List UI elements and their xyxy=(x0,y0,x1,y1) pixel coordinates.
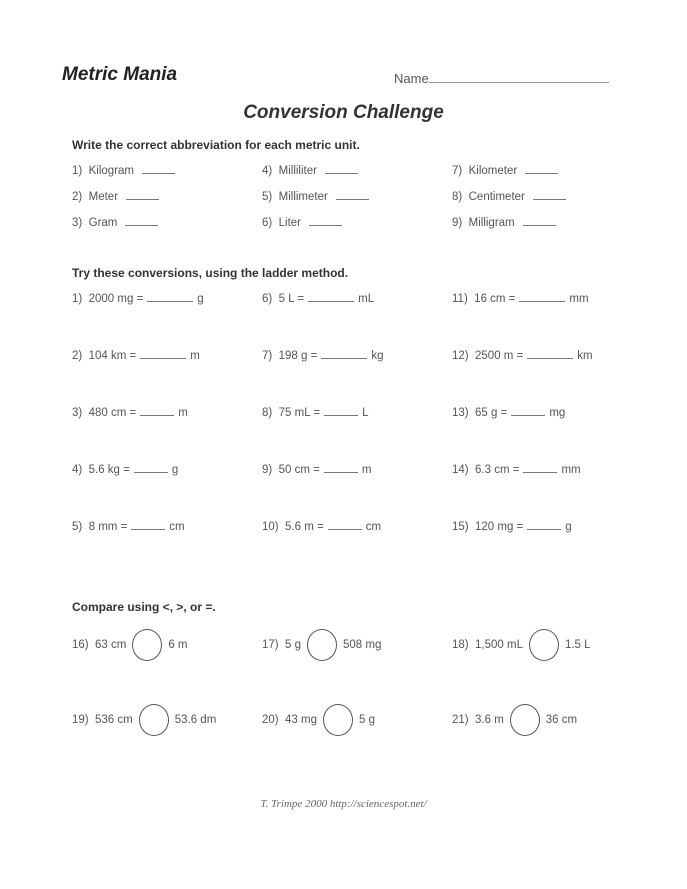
answer-blank[interactable] xyxy=(336,189,369,200)
conversion-item xyxy=(452,519,572,534)
item-number: 3) xyxy=(72,217,83,229)
answer-blank[interactable] xyxy=(328,519,362,530)
given-value: 120 mg = xyxy=(475,521,524,533)
right-value: 508 mg xyxy=(343,639,382,652)
answer-blank[interactable] xyxy=(325,163,358,174)
conversion-item xyxy=(452,291,589,306)
answer-circle[interactable] xyxy=(323,704,353,736)
unit-name: Millimeter xyxy=(278,191,328,203)
abbreviation-heading: Write the correct abbreviation for each metric unit. xyxy=(72,138,360,152)
item-number: 8) xyxy=(262,407,273,419)
abbreviation-item xyxy=(72,215,162,230)
answer-blank[interactable] xyxy=(523,462,557,473)
right-value: 1.5 L xyxy=(564,639,591,652)
compare-item xyxy=(262,629,381,661)
item-number: 4) xyxy=(72,464,83,476)
target-unit: m xyxy=(178,407,188,419)
item-number: 3) xyxy=(72,407,83,419)
unit-name: Gram xyxy=(88,217,118,229)
target-unit: m xyxy=(190,350,200,362)
answer-circle[interactable] xyxy=(132,629,162,661)
unit-name: Milligram xyxy=(468,217,515,229)
conversion-item xyxy=(72,462,178,477)
answer-blank[interactable] xyxy=(134,462,168,473)
abbreviation-item xyxy=(262,189,373,204)
conversion-item xyxy=(262,519,381,534)
worksheet-title: Metric Mania xyxy=(62,64,178,85)
answer-blank[interactable] xyxy=(511,405,545,416)
right-value: 53.6 dm xyxy=(174,714,217,727)
target-unit: g xyxy=(171,464,179,476)
conversion-item xyxy=(72,519,185,534)
abbreviation-item xyxy=(452,215,560,230)
right-value: 6 m xyxy=(168,639,188,652)
answer-blank[interactable] xyxy=(527,519,561,530)
conversion-item xyxy=(262,462,371,477)
unit-name: Kilometer xyxy=(468,165,518,177)
given-value: 75 mL = xyxy=(278,407,321,419)
item-number: 4) xyxy=(262,165,273,177)
target-unit: mm xyxy=(561,464,581,476)
answer-circle[interactable] xyxy=(307,629,337,661)
abbreviation-item xyxy=(262,215,346,230)
answer-blank[interactable] xyxy=(142,163,175,174)
compare-item xyxy=(72,629,188,661)
target-unit: m xyxy=(361,464,372,476)
conversion-item xyxy=(452,462,581,477)
given-value: 198 g = xyxy=(278,350,318,362)
target-unit: cm xyxy=(169,521,185,533)
given-value: 8 mm = xyxy=(88,521,128,533)
given-value: 16 cm = xyxy=(474,293,516,305)
answer-circle[interactable] xyxy=(510,704,540,736)
answer-blank[interactable] xyxy=(126,189,159,200)
item-number: 13) xyxy=(452,407,469,419)
item-number: 6) xyxy=(262,293,273,305)
answer-blank[interactable] xyxy=(321,348,367,359)
abbreviation-item xyxy=(72,163,179,178)
item-number: 17) xyxy=(262,639,279,652)
footer-credit: T. Trimpe 2000 http://sciencespot.net/ xyxy=(260,798,427,810)
given-value: 2000 mg = xyxy=(88,293,144,305)
item-number: 1) xyxy=(72,165,83,177)
item-number: 12) xyxy=(452,350,469,362)
name-line[interactable] xyxy=(429,70,609,83)
conversion-item xyxy=(262,405,368,420)
left-value: 63 cm xyxy=(95,639,127,652)
answer-blank[interactable] xyxy=(533,189,566,200)
item-number: 18) xyxy=(452,639,469,652)
unit-name: Milliliter xyxy=(278,165,317,177)
given-value: 50 cm = xyxy=(278,464,320,476)
item-number: 1) xyxy=(72,293,83,305)
compare-item xyxy=(452,629,591,661)
item-number: 2) xyxy=(72,191,83,203)
compare-heading: Compare using <, >, or =. xyxy=(72,600,216,614)
given-value: 104 km = xyxy=(88,350,137,362)
unit-name: Kilogram xyxy=(88,165,135,177)
target-unit: km xyxy=(577,350,593,362)
conversion-item xyxy=(452,348,593,363)
item-number: 10) xyxy=(262,521,279,533)
left-value: 5 g xyxy=(285,639,302,652)
compare-item xyxy=(72,704,216,736)
given-value: 65 g = xyxy=(475,407,508,419)
conversion-item xyxy=(262,348,383,363)
unit-name: Centimeter xyxy=(468,191,525,203)
given-value: 6.3 cm = xyxy=(475,464,520,476)
answer-blank[interactable] xyxy=(523,215,556,226)
target-unit: mm xyxy=(569,293,589,305)
compare-item xyxy=(452,704,577,736)
item-number: 15) xyxy=(452,521,469,533)
item-number: 9) xyxy=(452,217,463,229)
abbreviation-item xyxy=(452,163,562,178)
abbreviation-item xyxy=(262,163,362,178)
left-value: 1,500 mL xyxy=(475,639,523,652)
abbreviation-item xyxy=(72,189,163,204)
given-value: 5 L = xyxy=(278,293,305,305)
given-value: 480 cm = xyxy=(88,407,137,419)
right-value: 36 cm xyxy=(545,714,578,727)
answer-blank[interactable] xyxy=(309,215,342,226)
target-unit: g xyxy=(565,521,572,533)
name-label: Name xyxy=(394,71,429,86)
answer-circle[interactable] xyxy=(139,704,169,736)
conversion-item xyxy=(452,405,565,420)
item-number: 8) xyxy=(452,191,463,203)
conversion-item xyxy=(72,291,204,306)
answer-blank[interactable] xyxy=(125,215,158,226)
conversion-item xyxy=(72,348,200,363)
abbreviation-item xyxy=(452,189,570,204)
answer-blank[interactable] xyxy=(140,348,186,359)
item-number: 6) xyxy=(262,217,273,229)
answer-blank[interactable] xyxy=(527,348,573,359)
left-value: 43 mg xyxy=(285,714,317,727)
conversion-item xyxy=(72,405,188,420)
answer-circle[interactable] xyxy=(529,629,559,661)
left-value: 3.6 m xyxy=(475,714,504,727)
target-unit: L xyxy=(362,407,369,419)
answer-blank[interactable] xyxy=(324,462,358,473)
conversion-heading: Try these conversions, using the ladder method. xyxy=(72,266,349,280)
item-number: 9) xyxy=(262,464,273,476)
target-unit: cm xyxy=(365,521,382,533)
answer-blank[interactable] xyxy=(324,405,358,416)
left-value: 536 cm xyxy=(95,714,133,727)
answer-blank[interactable] xyxy=(525,163,558,174)
target-unit: mL xyxy=(358,293,375,305)
answer-blank[interactable] xyxy=(308,291,354,302)
item-number: 20) xyxy=(262,714,279,727)
item-number: 11) xyxy=(452,293,468,305)
compare-item xyxy=(262,704,375,736)
target-unit: mg xyxy=(549,407,566,419)
name-field[interactable] xyxy=(394,70,609,86)
item-number: 7) xyxy=(262,350,273,362)
answer-blank[interactable] xyxy=(519,291,565,302)
unit-name: Meter xyxy=(88,191,119,203)
item-number: 7) xyxy=(452,165,463,177)
item-number: 16) xyxy=(72,639,89,652)
answer-blank[interactable] xyxy=(131,519,165,530)
conversion-item xyxy=(262,291,374,306)
item-number: 21) xyxy=(452,714,469,727)
answer-blank[interactable] xyxy=(147,291,193,302)
target-unit: g xyxy=(197,293,204,305)
item-number: 5) xyxy=(72,521,83,533)
target-unit: kg xyxy=(371,350,384,362)
answer-blank[interactable] xyxy=(140,405,174,416)
item-number: 2) xyxy=(72,350,83,362)
given-value: 5.6 kg = xyxy=(88,464,130,476)
worksheet-subtitle: Conversion Challenge xyxy=(243,102,444,123)
item-number: 14) xyxy=(452,464,469,476)
given-value: 2500 m = xyxy=(475,350,524,362)
item-number: 5) xyxy=(262,191,273,203)
given-value: 5.6 m = xyxy=(285,521,324,533)
item-number: 19) xyxy=(72,714,89,727)
unit-name: Liter xyxy=(278,217,301,229)
right-value: 5 g xyxy=(358,714,375,727)
